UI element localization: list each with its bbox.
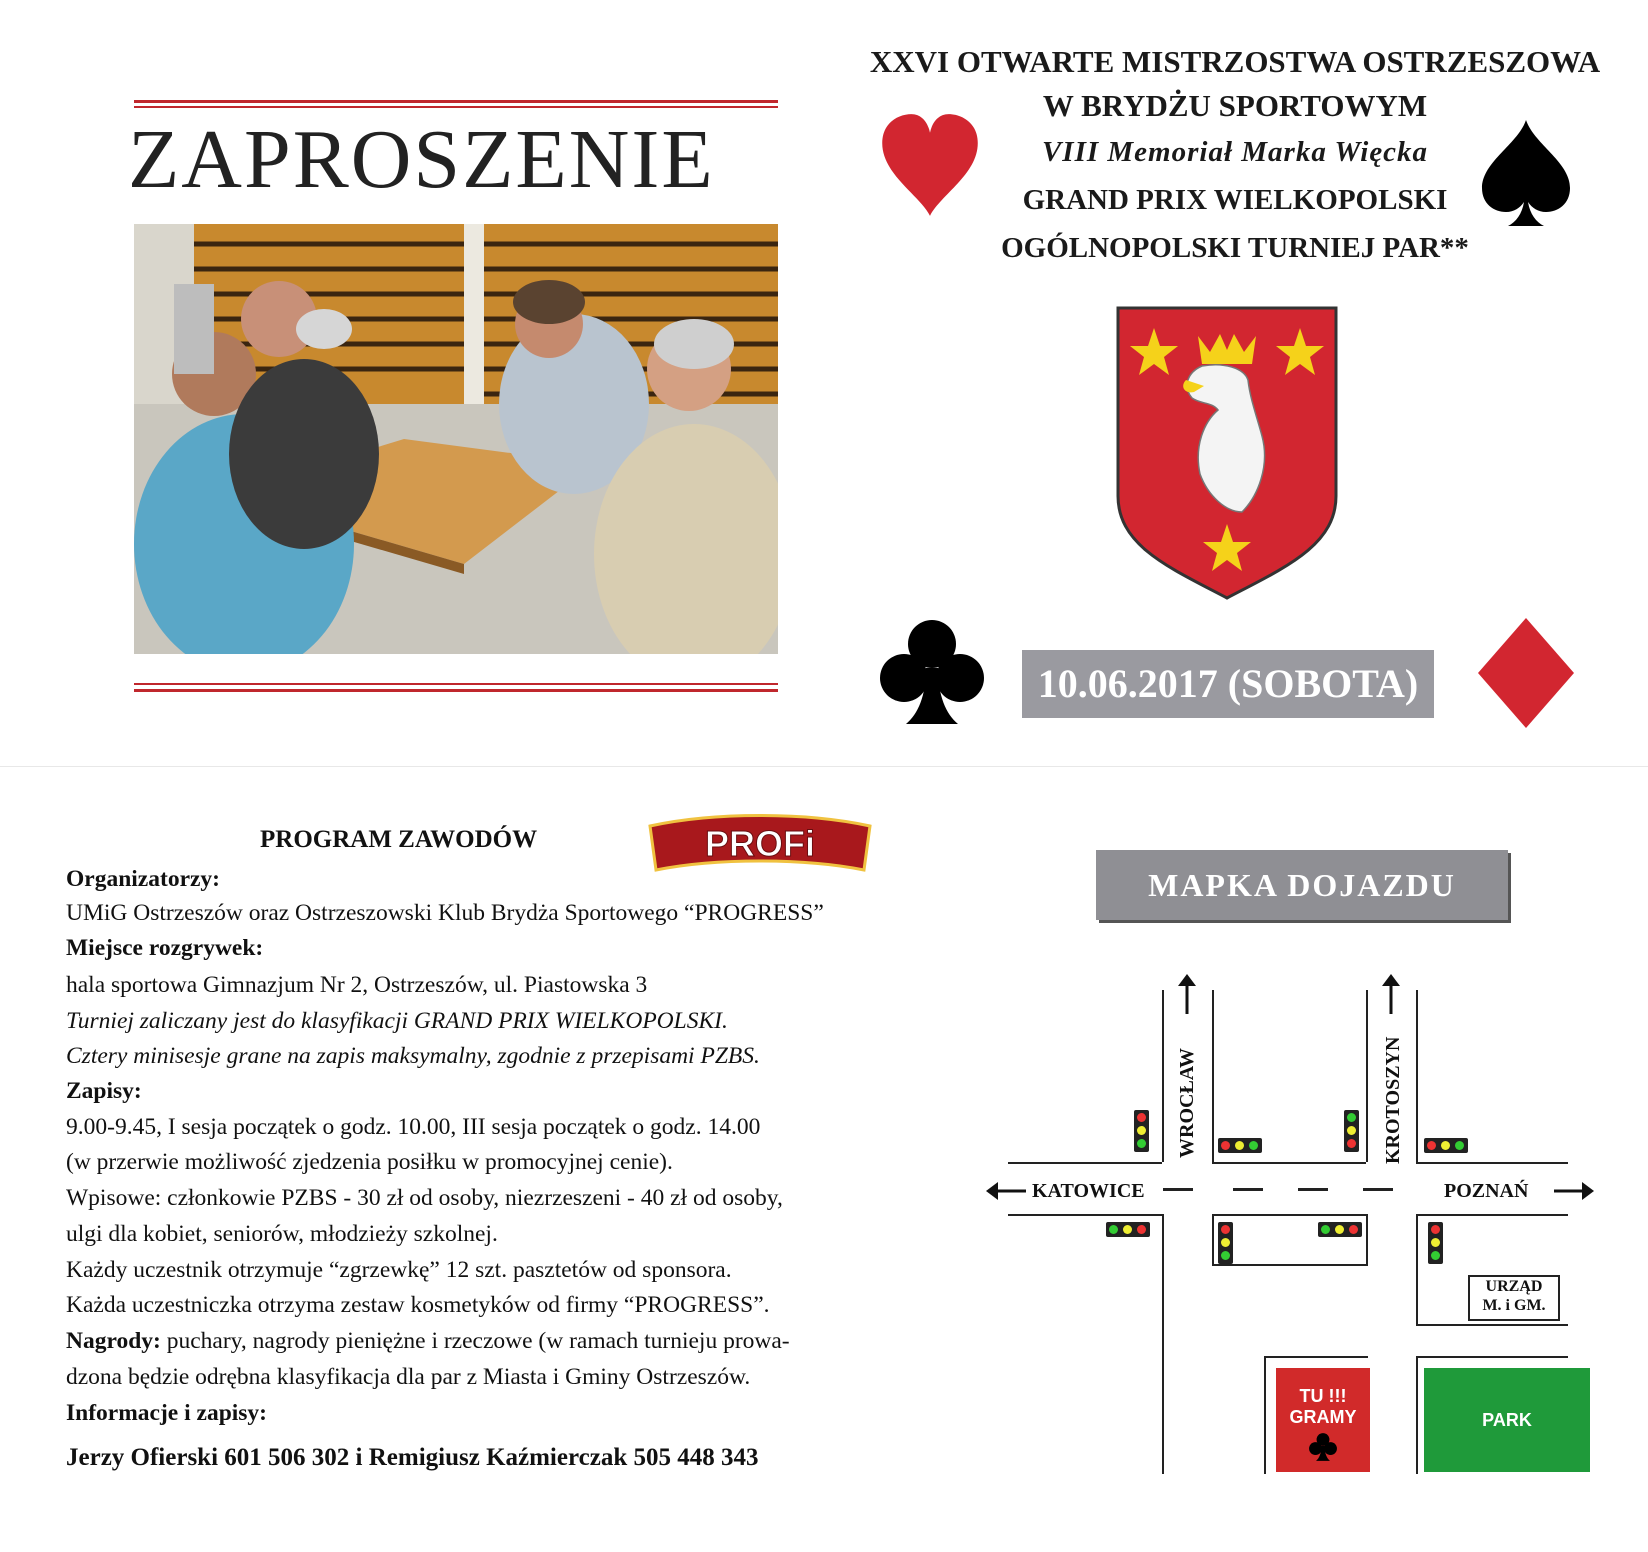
road-north-edge-left: [1008, 1162, 1162, 1164]
venue-marker-line2: GRAMY: [1289, 1407, 1357, 1427]
road-south-mid-edge-right: [1366, 1214, 1368, 1266]
traffic-light-icon: [1424, 1138, 1468, 1153]
spade-icon: [1478, 118, 1574, 230]
road-north-edge-right: [1416, 1162, 1568, 1164]
bottom-rule-thin: [134, 683, 778, 685]
invitation-title: ZAPROSZENIE: [128, 113, 715, 206]
arrow-up-icon: [1176, 974, 1198, 1014]
diamond-icon: [1476, 616, 1576, 730]
venue-marker: [1276, 1368, 1370, 1472]
bottom-rule: [134, 689, 778, 692]
town-hall-line1: URZĄD: [1485, 1278, 1543, 1295]
lane-dash: [1163, 1188, 1193, 1191]
event-title-line1: XXVI OTWARTE MISTRZOSTWA OSTRZESZOWA: [869, 44, 1601, 79]
participant-gift: Każdy uczestnik otrzymuje “zgrzewkę” 12 szt. pasztetów od sponsora.: [66, 1257, 732, 1283]
map-label-poznan: POZNAŃ: [1444, 1180, 1529, 1202]
club-icon: [876, 616, 988, 728]
fold-line: [0, 766, 1648, 767]
town-hall-line2: M. i GM.: [1482, 1297, 1546, 1314]
road-south-edge-mid: [1212, 1214, 1366, 1216]
event-date-badge: 10.06.2017 (SOBOTA): [1022, 650, 1434, 718]
road-lower-right-v: [1416, 1356, 1418, 1474]
road-south-edge-right: [1416, 1214, 1568, 1216]
road-south-west-edge: [1162, 1214, 1164, 1474]
road-south-edge-left: [1008, 1214, 1162, 1216]
contacts: Jerzy Ofierski 601 506 302 i Remigiusz Kaźmierczak 505 448 343: [66, 1444, 759, 1471]
road-lower-right: [1416, 1356, 1568, 1358]
lane-dash: [1298, 1188, 1328, 1191]
traffic-light-icon: [1218, 1138, 1262, 1153]
grand-prix-line: GRAND PRIX WIELKOPOLSKI: [1022, 184, 1448, 216]
traffic-light-icon: [1106, 1222, 1150, 1237]
info-label: Informacje i zapisy:: [66, 1400, 268, 1426]
tournament-line: OGÓLNOPOLSKI TURNIEJ PAR**: [1001, 232, 1469, 264]
road-lower-left-v: [1264, 1356, 1266, 1474]
female-participant-gift: Każda uczestniczka otrzyma zestaw kosmetyków od firmy “PROGRESS”.: [66, 1292, 770, 1318]
top-rule: [134, 100, 778, 103]
coat-of-arms: [1114, 306, 1340, 602]
traffic-light-icon: [1344, 1110, 1359, 1152]
prizes-text: puchary, nagrody pieniężne i rzeczowe (w ramach turnieju prowa-: [160, 1328, 790, 1354]
lane-dash: [1363, 1188, 1393, 1191]
map-title: MAPKA DOJAZDU: [1096, 850, 1508, 920]
organizers-text: UMiG Ostrzeszów oraz Ostrzeszowski Klub Brydża Sportowego “PROGRESS”: [66, 900, 824, 926]
signup-schedule: 9.00-9.45, I sesja początek o godz. 10.00, III sesja początek o godz. 14.00: [66, 1114, 761, 1140]
road-krotoszyn-edge-left: [1366, 990, 1368, 1162]
traffic-light-icon: [1134, 1110, 1149, 1152]
road-lower-left: [1264, 1356, 1368, 1358]
road-north-edge-mid: [1212, 1162, 1366, 1164]
arrow-right-icon: [1554, 1180, 1594, 1202]
event-title-line2: W BRYDŻU SPORTOWYM: [1042, 88, 1428, 123]
prizes-line1: [66, 1328, 790, 1355]
venue-marker-line1: TU !!!: [1299, 1386, 1347, 1406]
park-area: PARK: [1424, 1368, 1590, 1472]
traffic-light-icon: [1318, 1222, 1362, 1237]
road-urzad-edge: [1416, 1324, 1568, 1326]
heart-icon: [878, 112, 982, 220]
bridge-players-photo: [134, 224, 778, 654]
signup-label: Zapisy:: [66, 1078, 142, 1104]
club-icon: [1308, 1432, 1338, 1462]
prizes-line2: dzona będzie odrębna klasyfikacja dla par z Miasta i Gminy Ostrzeszów.: [66, 1364, 751, 1390]
venue-text: hala sportowa Gimnazjum Nr 2, Ostrzeszów, ul. Piastowska 3: [66, 972, 648, 998]
classification-note: Turniej zaliczany jest do klasyfikacji GRAND PRIX WIELKOPOLSKI.: [66, 1008, 728, 1034]
road-south-mid-edge-left: [1212, 1214, 1214, 1264]
venue-label: Miejsce rozgrywek:: [66, 935, 264, 961]
entry-fee-line1: Wpisowe: członkowie PZBS - 30 zł od osoby, niezrzeszeni - 40 zł od osoby,: [66, 1185, 783, 1211]
road-south-right-edge: [1416, 1214, 1418, 1326]
sessions-note: Cztery minisesje grane na zapis maksymalny, zgodnie z przepisami PZBS.: [66, 1043, 760, 1069]
prizes-label: Nagrody:: [66, 1328, 161, 1354]
program-title: PROGRAM ZAWODÓW: [260, 826, 538, 853]
traffic-light-icon: [1218, 1222, 1233, 1264]
map-label-krotoszyn: KROTOSZYN: [1382, 1036, 1404, 1164]
top-rule-thin: [134, 106, 778, 108]
entry-fee-line2: ulgi dla kobiet, seniorów, młodzieży szkolnej.: [66, 1221, 498, 1247]
arrow-left-icon: [986, 1180, 1026, 1202]
road-wroclaw-edge-left: [1162, 990, 1164, 1162]
map-label-katowice: KATOWICE: [1032, 1180, 1145, 1202]
profi-logo-text: PROFi: [704, 823, 816, 864]
town-hall-label: [1468, 1275, 1560, 1321]
signup-break: (w przerwie możliwość zjedzenia posiłku w promocyjnej cenie).: [66, 1149, 673, 1175]
arrow-up-icon: [1380, 974, 1402, 1014]
lane-dash: [1233, 1188, 1263, 1191]
profi-logo: [644, 810, 876, 882]
memorial-line: VIII Memoriał Marka Więcka: [1041, 136, 1429, 168]
organizers-label: Organizatorzy:: [66, 866, 221, 892]
road-wroclaw-edge-right: [1212, 990, 1214, 1162]
road-block-top: [1212, 1264, 1368, 1266]
traffic-light-icon: [1428, 1222, 1443, 1264]
road-krotoszyn-edge-right: [1416, 990, 1418, 1162]
map-label-wroclaw: WROCŁAW: [1176, 1047, 1198, 1158]
